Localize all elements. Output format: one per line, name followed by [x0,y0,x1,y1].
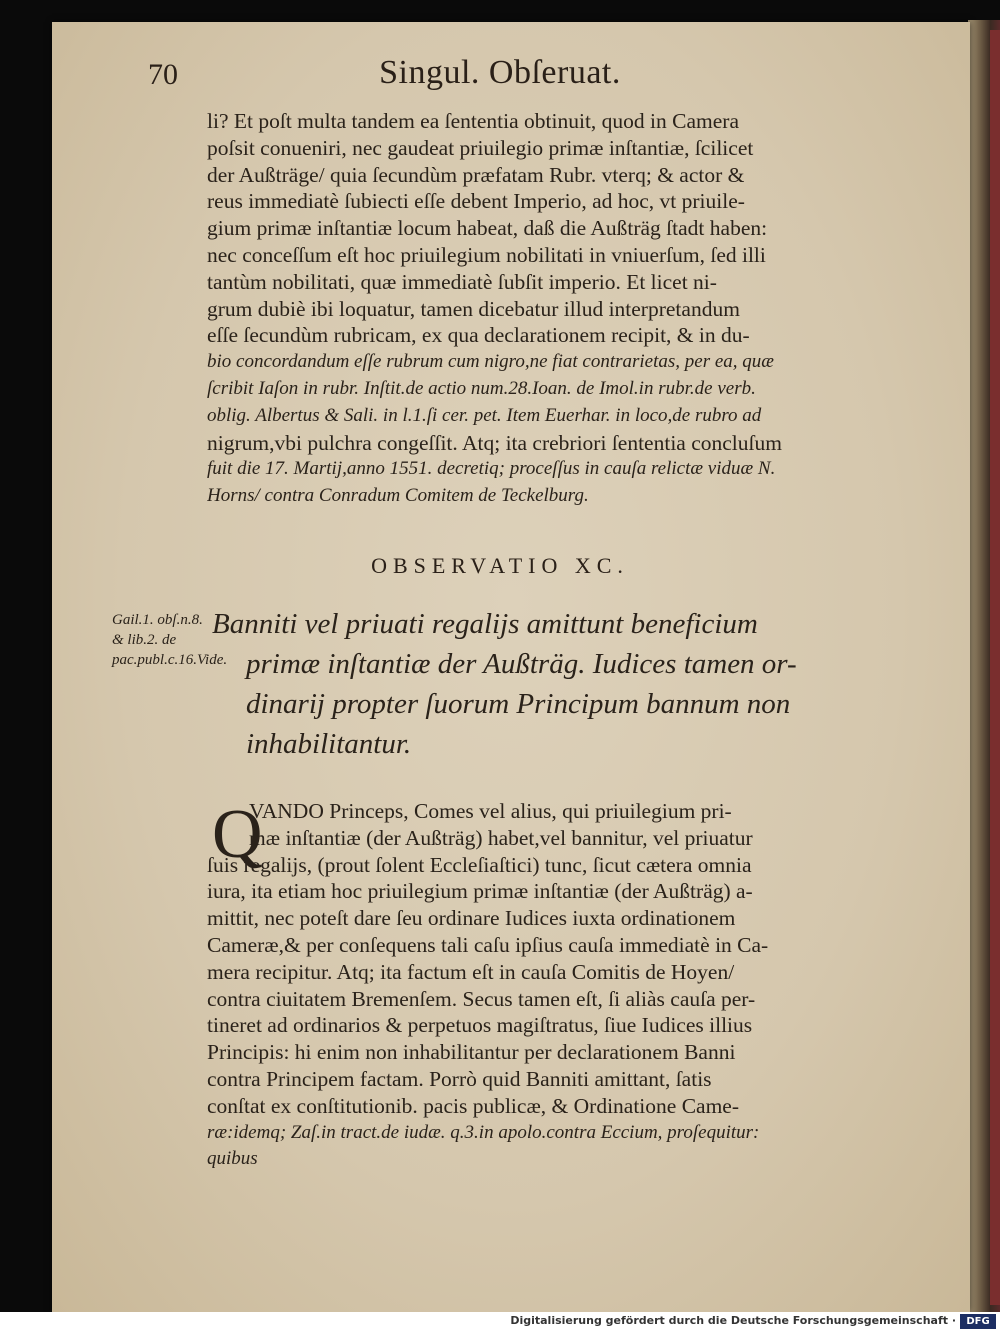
running-head: Singul. Obſeruat. [379,54,621,91]
paragraph-1-line: reus immediatè ſubiecti eſſe debent Imperio, ad hoc, vt priuile- [207,189,745,214]
margin-note-line: Vide. [197,652,228,668]
paragraph-2-line: conſtat ex conſtitutionib. pacis publicæ, & Ordinatione Came- [207,1093,740,1118]
paragraph-1-line: eſſe ſecundùm rubricam, ex qua declarationem recipit, & in du- [207,323,750,348]
summary-line: primæ inſtantiæ der Außträg. Iudices tamen or- [246,648,797,680]
paragraph-1-line: der Außträge/ quia ſecundùm præfatam Rubr. vterq; & actor & [207,162,745,187]
page-number: 70 [148,58,178,91]
margin-note-line: Gail.1. obſ. [112,612,181,628]
paragraph-1-line: li? Et poſt multa tandem ea ſententia obtinuit, quod in Camera [207,109,739,133]
paragraph-2-line: tineret ad ordinarios & perpetuos magiſtratus, ſiue Iudices illius [207,1013,753,1038]
page-header [0,38,1000,98]
paragraph-2 [207,798,873,1173]
summary-line: inhabilitantur. [246,728,412,760]
paragraph-1-line: Horns/ contra Conradum Comitem de Teckelburg. [207,485,589,507]
paragraph-2-line: contra Principem factam. Porrò quid Banniti amittant, ſatis [207,1066,712,1091]
paragraph-2-line: ſuis regalijs, (prout ſolent Eccleſiaſtici) tunc, ſicut cætera omnia [207,852,752,877]
footer-credit: Digitalisierung gefördert durch die Deutsche Forschungsgemeinschaft · [510,1314,956,1327]
margin-note-line: 2. de pac. [112,632,177,668]
dfg-logo: DFG [960,1314,996,1329]
observation-title: OBSERVATIO XC. [371,553,629,578]
paragraph-1-line: grum dubiè ibi loquatur, tamen dicebatur illud interpretandum [207,296,740,321]
paragraph-1-line: poſsit conueniri, nec gaudeat priuilegio primæ inſtantiæ, ſcilicet [207,135,754,160]
paragraph-2-line: Principis: hi enim non inhabilitantur per declarationem Banni [207,1040,736,1065]
summary-line: dinarij propter ſuorum Principum bannum non [246,688,791,720]
observation-summary [212,604,878,764]
paragraph-2-line: mæ inſtantiæ (der Außträg) habet,vel bannitur, vel priuatur [249,825,753,850]
paragraph-2-line: Cameræ,& per conſequens tali caſu ipſius cauſa immediatè in Ca- [207,932,769,957]
paragraph-2-line: quibus [207,1148,258,1170]
summary-line: Banniti vel priuati regalijs amittunt beneficium [212,608,758,640]
paragraph-1 [207,108,873,510]
margin-note-line: n.8. & lib. [112,612,203,648]
paragraph-1-line: nigrum,vbi pulchra congeſſit. Atq; ita crebriori ſententia concluſum [207,430,782,455]
paragraph-1-line: fuit die 17. Martij,anno 1551. decretiq; proceſſus in cauſa relictæ viduæ N. [207,458,776,480]
paragraph-2-line: iura, ita etiam hoc priuilegium primæ inſtantiæ (der Außträg) a- [207,879,753,904]
paragraph-2-line: contra ciuitatem Bremenſem. Secus tamen eſt, ſi aliàs cauſa per- [207,986,756,1011]
paragraph-2-line: mittit, nec poteſt dare ſeu ordinare Iudices iuxta ordinationem [207,906,736,931]
paragraph-2-line: VANDO Princeps, Comes vel alius, qui priuilegium pri- [249,799,732,823]
paragraph-1-line: nec conceſſum eſt hoc priuilegium nobilitati in vniuerſum, ſed illi [207,242,766,267]
paragraph-2-line: ræ:idemq; Zaſ.in tract.de iudæ. q.3.in apolo.contra Eccium, proſequitur: [207,1121,760,1143]
paragraph-2-line: mera recipitur. Atq; ita factum eſt in cauſa Comitis de Hoyen/ [207,959,735,984]
paragraph-1-line: gium primæ inſtantiæ locum habeat, daß die Außträg ſtadt haben: [207,216,768,241]
margin-note-line: publ.c.16. [137,652,197,668]
paragraph-1-line: oblig. Albertus & Sali. in l.1.ſi cer. pet. Item Euerhar. in loco,de rubro ad [207,404,762,426]
margin-note [112,610,228,670]
drop-cap: Q [212,796,263,873]
book-binding [990,30,1000,1305]
paragraph-1-line: tantùm nobilitati, quæ immediatè ſubſit imperio. Et licet ni- [207,269,717,294]
paragraph-1-line: ſcribit Iaſon in rubr. Inſtit.de actio num.28.Ioan. de Imol.in rubr.de verb. [207,377,756,399]
paragraph-1-line: bio concordandum eſſe rubrum cum nigro,ne fiat contrarietas, per ea, quæ [207,351,774,373]
